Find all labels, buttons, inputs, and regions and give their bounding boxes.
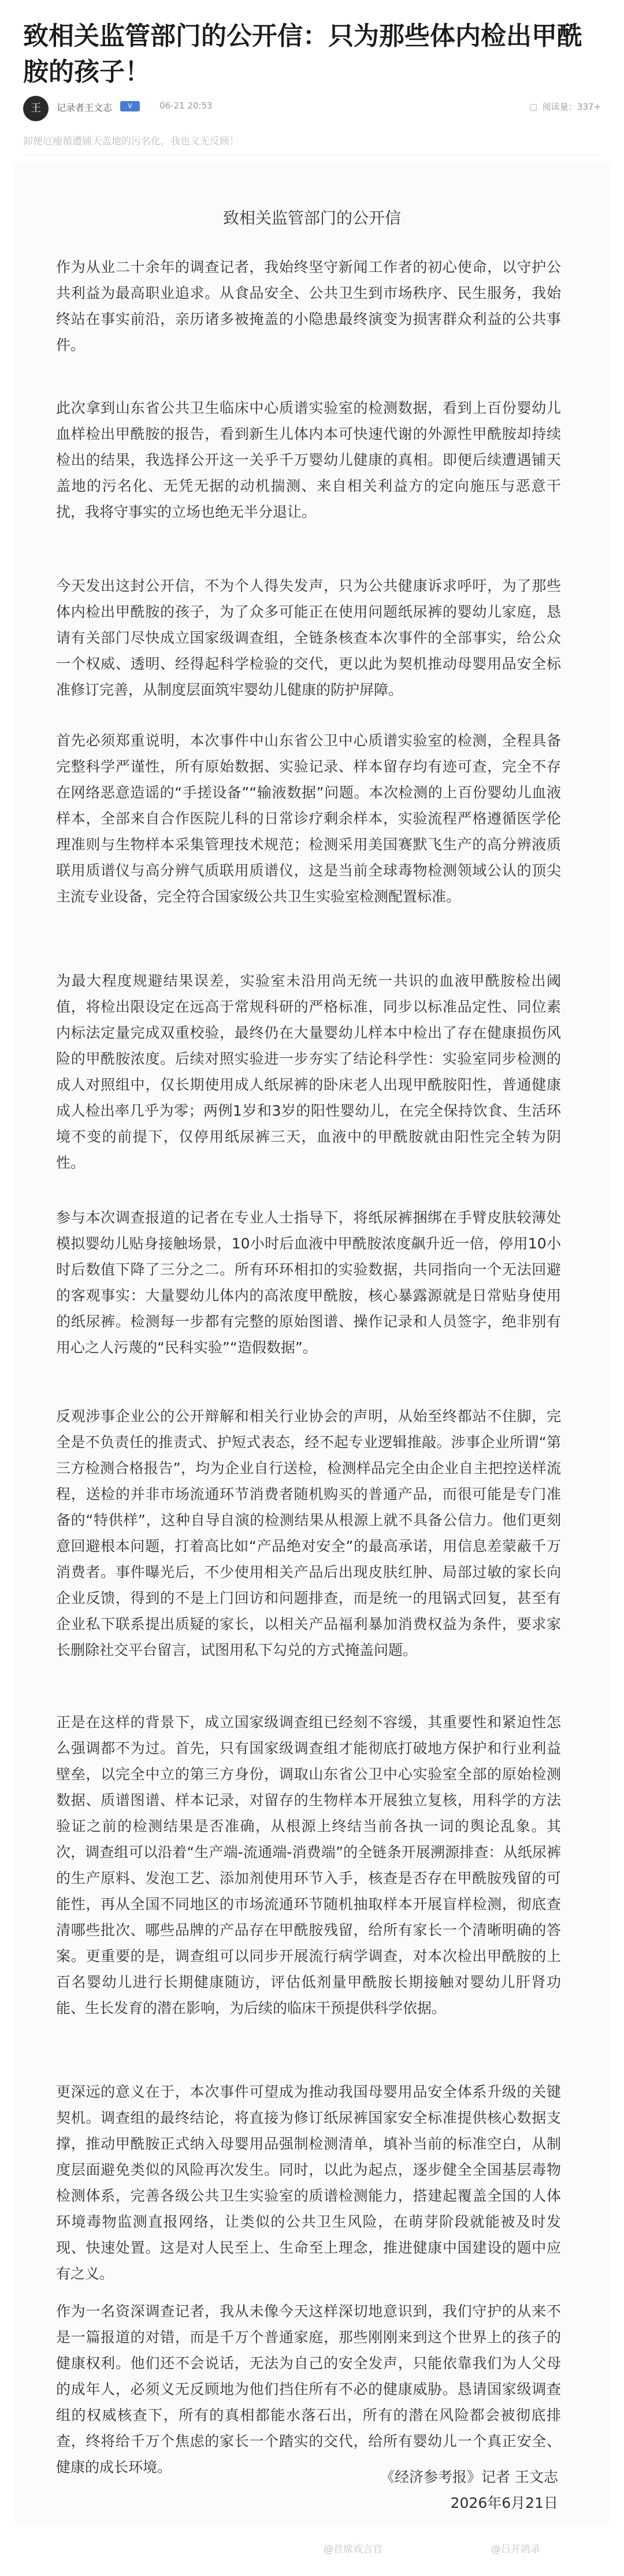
letter-paragraph: 更深远的意义在于，本次事件可望成为推动我国母婴用品安全体系升级的关键契机。调查组的最终结论，将直接为修订纸尿裤国家安全标准提供核心数据支撑，推动甲酰胺正式纳入母婴用品强制检测清单，填补当前的标准空白，从制度层面避免类似的风险再次发生。同时，以此为起点，逐步健全全国基层毒物检测体系，完善各级公共卫生实验室的质谱检测能力，搭建起覆盖全国的人体环境毒物监测直报网络，让类似的公共卫生风险，在萌芽阶段就能被及时发现、快速处置。这是对人民至上、生命至上理念，推进健康中国建设的题中应有之义。: [56, 2083, 561, 2282]
letter-title: 致相关监管部门的公开信: [222, 208, 401, 228]
letter-card: [14, 162, 610, 2523]
letter-paragraph: 为最大程度规避结果误差，实验室未沿用尚无统一共识的血液甲酰胺检出阈值，将检出限设定在远高于常规科研的严格标准，同步以标准品定性、同位素内标法定量完成双重校验，最终仍在大量婴幼儿样本中检出了存在健康损伤风险的甲酰胺浓度。后续对照实验进一步夯实了结论科学性：实验室同步检测的成人对照组中，仅长期使用成人纸尿裤的卧床老人出现甲酰胺阳性，普通健康成人检出率几乎为零；两例1岁和3岁的阳性婴幼儿，在完全保持饮食、生活环境不变的前提下，仅停用纸尿裤三天，血液中的甲酰胺就由阳性完全转为阴性。: [56, 972, 561, 1171]
letter-paragraph: 首先必须郑重说明，本次事件中山东省公卫中心质谱实验室的检测，全程具备完整科学严谨性，所有原始数据、实验记录、样本留存均有迹可查，完全不存在网络恶意造谣的“手搓设备”“输液数据”问题。本次检测的上百份婴幼儿血液样本，全部来自合作医院儿科的日常诊疗剩余样本，实验流程严格遵循医学伦理准则与生物样本采集管理技术规范；检测采用美国赛默飞生产的高分辨液质联用质谱仪与高分辨气质联用质谱仪，这是当前全球毒物检测领域公认的顶尖主流专业设备，完全符合国家级公共卫生实验室检测配置标准。: [56, 732, 561, 905]
read-count: [522, 100, 601, 113]
read-count-text: 阅读量：337+: [542, 102, 601, 112]
author-name[interactable]: 记录者王文志: [57, 102, 113, 113]
avatar-glyph: 王: [31, 102, 41, 114]
letter-paragraph: 此次拿到山东省公共卫生临床中心质谱实验室的检测数据，看到上百份婴幼儿血样检出甲酰胺的报告，看到新生儿体内本可快速代谢的外源性甲酰胺却持续检出的结果，我选择公开这一关乎千万婴幼儿健康的真相。即便后续遭遇铺天盖地的污名化、无凭无据的动机揣测、来自相关利益方的定向施压与恶意干扰，我将守事实的立场也绝无半分退让。: [56, 400, 561, 520]
letter-date: 2026年6月21日: [450, 2495, 558, 2511]
post-title: 致相关监管部门的公开信：只为那些体内检出甲酰胺的孩子！: [23, 21, 582, 87]
post-subtitle: 卸便厄瘦循遭铺天盖地的污名化，我也义无反顾！: [23, 136, 239, 147]
letter-paragraph: 今天发出这封公开信，不为个人得失发声，只为公共健康诉求呼吁，为了那些体内检出甲酰胺的孩子，为了众多可能正在使用问题纸尿裤的婴幼儿家庭，恳请有关部门尽快成立国家级调查组，全链条核查本次事件的全部事实，给公众一个权威、透明、经得起科学检验的交代，更以此为契机推动母婴用品安全标准修订完善，从制度层面筑牢婴幼儿健康的防护屏障。: [56, 577, 561, 698]
author-avatar[interactable]: [23, 96, 49, 121]
watermark-left: @首席戏言官: [324, 2544, 382, 2555]
letter-paragraph: 参与本次调查报道的记者在专业人士指导下，将纸尿裤捆绑在手臂皮肤较薄处模拟婴幼儿贴身接触场景，10小时后血液中甲酰胺浓度飙升近一倍，停用10小时后数值下降了三分之二。所有环环相扣的实验数据，共同指向一个无法回避的客观事实：大量婴幼儿体内的高浓度甲酰胺，核心暴露源就是日常贴身使用的纸尿裤。检测每一步都有完整的原始图谱、操作记录和人员签字，绝非别有用心之人污蔑的“民科实验”“造假数据”。: [56, 1209, 561, 1356]
letter-paragraph: 反观涉事企业公的公开辩解和相关行业协会的声明，从始至终都站不住脚，完全是不负责任的推责式、护短式表态，经不起专业逻辑推敲。涉事企业所谓“第三方检测合格报告”，均为企业自行送检，检测样品完全由企业自主把控送样流程，送检的并非市场流通环节消费者随机购买的普通产品，而很可能是专门准备的“特供样”，这种自导自演的检测结果从根源上就不具备公信力。他们更刻意回避根本问题，打着高比如“产品绝对安全”的最高承诺，用信息差蒙蔽千万消费者。事件曝光后，不少使用相关产品后出现皮肤红肿、局部过敏的家长向企业反馈，得到的不是上门回访和问题排查，而是统一的甩锅式回复，甚至有企业私下联系提出质疑的家长，以相关产品福利暴加消费权益为条件，要求家长删除社交平台留言，试图用私下勾兑的方式掩盖问题。: [56, 1408, 561, 1658]
letter-paragraph: 作为一名资深调查记者，我从未像今天这样深切地意识到，我们守护的从来不是一篇报道的对错，而是千万个普通家庭，那些刚刚来到这个世界上的孩子的健康权利。他们还不会说话，无法为自己的安全发声，只能依靠我们为人父母的成年人，必须义无反顾地为他们挡住所有不必的健康威胁。恳请国家级调查组的权威核查下，所有的真相都能水落石出，所有的潜在风险都会被彻底排查，终将给千万个焦虑的家长一个踏实的交代，给所有婴幼儿一个真正安全、健康的成长环境。: [56, 2303, 561, 2476]
post-meta: [23, 91, 601, 126]
letter-signature: 《经济参考报》记者 王文志: [380, 2469, 558, 2485]
letter-paragraph: 作为从业二十余年的调查记者，我始终坚守新闻工作者的初心使命，以守护公共利益为最高职业追求。从食品安全、公共卫生到市场秩序、民生服务，我始终站在事实前沿，亲历诸多被掩盖的小隐患最终演变为损害群众利益的公共事件。: [56, 259, 561, 353]
watermark-right: @吕开鸽录: [491, 2544, 540, 2555]
comment-icon: ▢: [529, 102, 538, 112]
post-date: 06-21 20:53: [159, 100, 213, 111]
letter-paragraph: 正是在这样的背景下，成立国家级调查组已经刻不容缓，其重要性和紧迫性怎么强调都不为过。首先，只有国家级调查组才能彻底打破地方保护和行业利益壁垒，以完全中立的第三方身份，调取山东省公卫中心实验室全部的原始检测数据、质谱图谱、样本记录，对留存的生物样本开展独立复核，用科学的方法验证之前的检测结果是否准确，从根源上终结当前各执一词的舆论乱象。其次，调查组可以沿着“生产端-流通端-消费端”的全链条开展溯源排查：从纸尿裤的生产原料、发泡工艺、添加剂使用环节入手，核查是否存在甲酰胺残留的可能性，再从全国不同地区的市场流通环节随机抽取样本开展盲样检测，彻底查清哪些批次、哪些品牌的产品存在甲酰胺残留，给所有家长一个清晰明确的答案。更重要的是，调查组可以同步开展流行病学调查，对本次检出甲酰胺的上百名婴幼儿进行长期健康随访，评估低剂量甲酰胺长期接触对婴幼儿肝肾功能、生长发育的潜在影响，为后续的临床干预提供科学依据。: [56, 1714, 561, 2016]
verified-badge: V: [120, 101, 140, 111]
